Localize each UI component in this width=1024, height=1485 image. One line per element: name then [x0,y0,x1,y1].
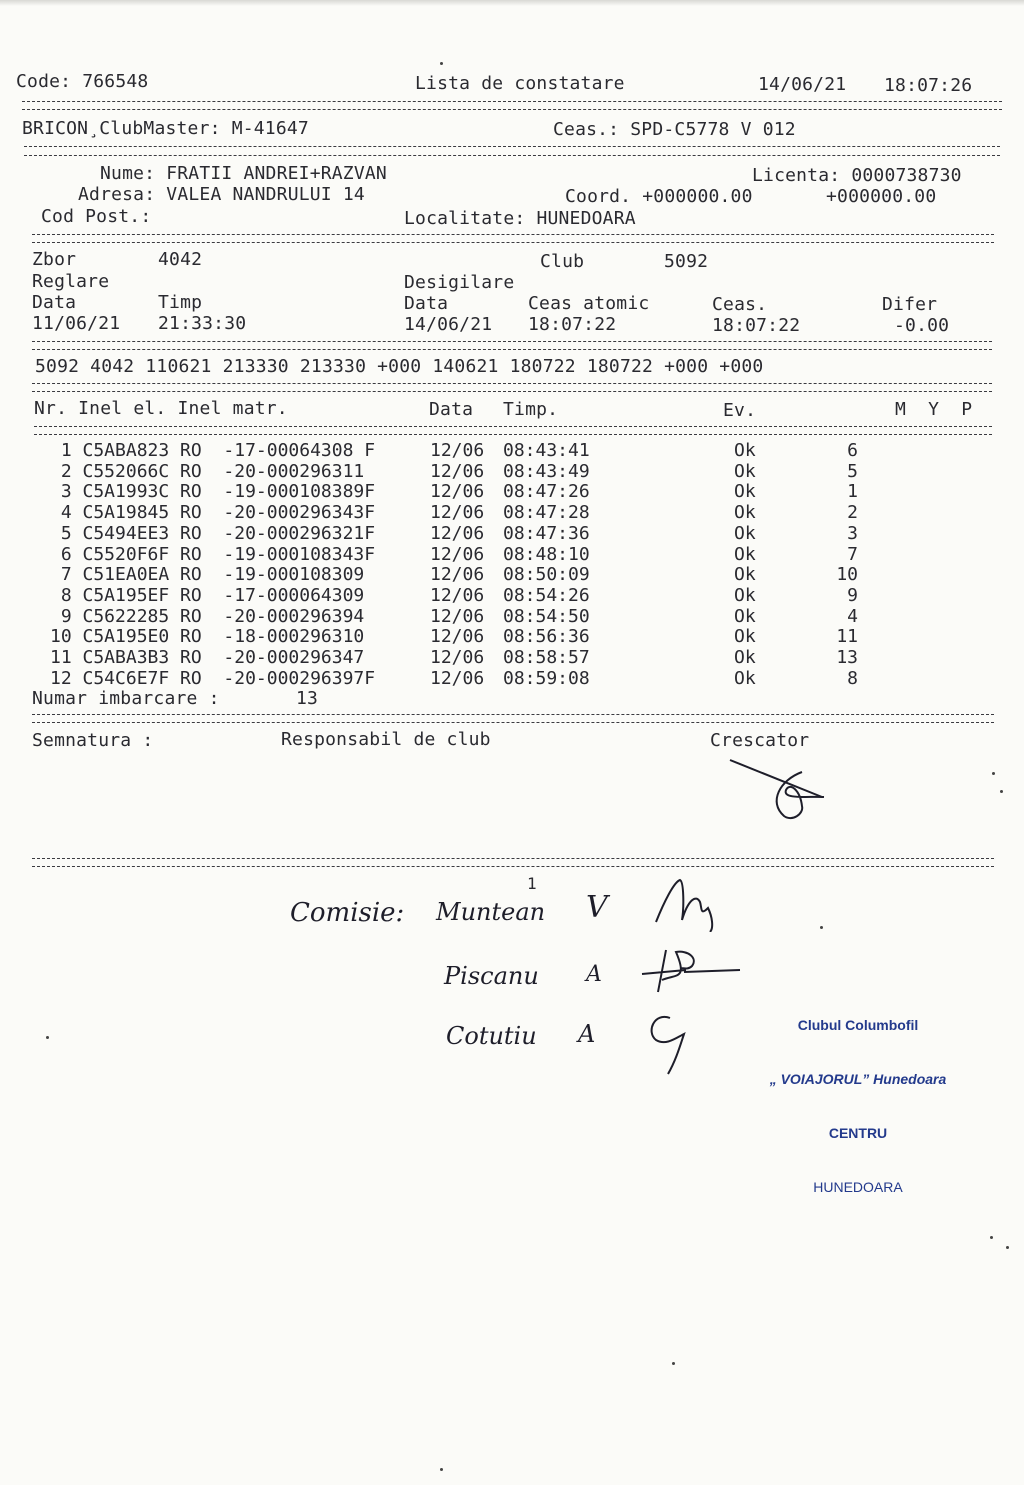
row-position: 10 [836,564,858,586]
row-status: Ok [734,543,756,565]
club-label: Club [540,251,585,272]
setting-time: 21:33:30 [158,313,247,334]
row-date: 12/06 [430,647,485,668]
row-rings: 5 C5494EE3 RO -20-000296321F [50,522,376,544]
row-status: Ok [734,647,756,668]
row-status: Ok [734,522,756,544]
commission-signature-1 [648,872,728,932]
row-rings: 11 C5ABA3B3 RO -20-000296347 [50,647,376,668]
stamp-line-4: HUNEDOARA [813,1179,903,1195]
divider [34,426,992,427]
breeder-label: Crescator [710,730,810,751]
paper-speck [46,1036,49,1039]
flight-label: Zbor [32,249,77,270]
row-date: 12/06 [430,605,485,627]
row-position: 7 [847,543,858,565]
row-time: 08:58:57 [503,647,590,668]
paper-speck [440,62,443,65]
header-time: 18:07:26 [884,75,973,96]
row-date: 12/06 [430,626,485,648]
row-time: 08:47:26 [503,481,590,503]
divider [32,858,994,859]
row-date: 12/06 [430,667,485,689]
row-time: 08:54:50 [503,605,590,627]
document-code: Code: 766548 [16,71,149,92]
row-position: 8 [847,667,858,689]
commission-signature-2 [636,940,746,1000]
commission-mark-2: A [586,962,602,987]
paper-edge [0,0,1024,6]
stamp-line-2: „ VOIAJORUL” Hunedoara [769,1071,947,1087]
boarding-count-label: Numar imbarcare : [32,688,220,709]
divider [32,722,994,723]
table-header-date: Data [429,399,474,420]
row-time: 08:43:49 [503,460,590,482]
owner-coordinates: Coord. +000000.00 [565,186,753,207]
row-date: 12/06 [430,440,485,461]
row-time: 08:47:28 [503,502,590,524]
row-rings: 4 C5A19845 RO -20-000296343F [50,502,376,524]
paper-speck [672,1362,675,1365]
row-rings: 8 C5A195EF RO -17-000064309 [50,584,376,606]
row-status: Ok [734,584,756,606]
row-time: 08:50:09 [503,564,590,586]
commission-mark-3: A [578,1020,596,1048]
row-status: Ok [734,626,756,648]
row-status: Ok [734,460,756,482]
row-status: Ok [734,481,756,503]
row-date: 12/06 [430,543,485,565]
paper-speck [820,926,823,929]
row-rings: 1 C5ABA823 RO -17-00064308 F [50,440,376,461]
atomic-clock-time: 18:07:22 [528,314,617,335]
row-date: 12/06 [430,460,485,482]
clock-time: 18:07:22 [712,315,801,336]
row-position: 13 [836,647,858,668]
commission-member-3: Cotutiu [446,1022,537,1050]
table-row [0,648,1024,669]
divider [32,383,992,384]
row-status: Ok [734,564,756,586]
document-title: Lista de constatare [415,73,625,94]
row-position: 2 [847,502,858,524]
unsealing-date: 14/06/21 [404,314,493,335]
commission-mark-1: V [586,890,608,925]
paper-speck [1000,790,1003,793]
row-date: 12/06 [430,502,485,524]
row-position: 5 [847,460,858,482]
divider [32,714,994,715]
table-row [0,462,1024,483]
row-position: 11 [836,626,858,648]
paper-speck [992,772,995,775]
unsealing-label: Desigilare [404,272,515,293]
row-time: 08:59:08 [503,667,590,689]
flight-number: 4042 [158,249,203,270]
signature-label: Semnatura : [32,730,154,751]
row-position: 1 [847,481,858,503]
stamp-line-1: Clubul Columbofil [797,1017,919,1033]
clubmaster-id: BRICON¸ClubMaster: M-41647 [22,118,309,139]
divider [34,434,992,435]
difference-label: Difer [882,294,938,315]
row-position: 4 [847,605,858,627]
row-rings: 10 C5A195E0 RO -18-000296310 [50,626,376,648]
table-row [0,627,1024,648]
row-status: Ok [734,605,756,627]
row-time: 08:54:26 [503,584,590,606]
divider [22,101,1002,102]
row-rings: 7 C51EA0EA RO -19-000108309 [50,564,376,586]
row-position: 6 [847,440,858,461]
commission-member-1: Muntean [436,898,546,926]
stamp-line-3: CENTRU [828,1125,888,1141]
time-label: Timp [158,292,203,313]
time-difference: -0.00 [894,315,950,336]
table-row [0,607,1024,628]
owner-coordinates-2: +000000.00 [826,186,937,207]
row-rings: 12 C54C6E7F RO -20-000296397F [50,667,376,689]
commission-label: Comisie: [290,898,405,928]
row-date: 12/06 [430,481,485,503]
paper-speck [990,1236,993,1239]
row-date: 12/06 [430,522,485,544]
row-position: 3 [847,522,858,544]
row-status: Ok [734,667,756,689]
divider [32,349,992,350]
clock-id: Ceas.: SPD-C5778 V 012 [553,119,796,140]
boarding-count-value: 13 [296,688,319,709]
table-row [0,482,1024,503]
setting-date: 11/06/21 [32,313,121,334]
atomic-clock-label: Ceas atomic [528,293,650,314]
table-row [0,441,1024,462]
divider [32,242,994,243]
club-number: 5092 [664,251,709,272]
date-label: Data [32,292,77,313]
divider [32,866,994,867]
row-rings: 3 C5A1993C RO -19-000108389F [50,481,376,503]
commission-member-2: Piscanu [444,962,539,990]
row-status: Ok [734,502,756,524]
table-row [0,524,1024,545]
table-row [0,669,1024,690]
divider [32,391,992,392]
row-status: Ok [734,440,756,461]
row-time: 08:48:10 [503,543,590,565]
date-label-2: Data [404,293,449,314]
locality: Localitate: HUNEDOARA [404,208,636,229]
row-time: 08:43:41 [503,440,590,461]
owner-address: Adresa: VALEA NANDRULUI 14 [78,184,365,205]
divider [24,155,1000,156]
header-date: 14/06/21 [758,74,847,95]
table-header-ev: Ev. [723,400,757,421]
row-date: 12/06 [430,584,485,606]
table-row [0,545,1024,566]
row-time: 08:47:36 [503,522,590,544]
table-header-rings: Nr. Inel el. Inel matr. [34,398,288,419]
club-stamp [740,980,976,1214]
table-header-time: Timp. [503,399,559,420]
divider [32,341,992,342]
clock-label: Ceas. [712,294,768,315]
club-responsible-label: Responsabil de club [281,729,491,750]
paper-speck [440,1468,443,1471]
summary-line: 5092 4042 110621 213330 213330 +000 140621 180722 180722 +000 +000 [35,356,764,377]
row-time: 08:56:36 [503,626,590,648]
paper-speck [1006,1246,1009,1249]
setting-label: Reglare [32,271,110,292]
row-rings: 9 C5622285 RO -20-000296394 [50,605,376,627]
table-header-myp: M Y P [895,399,973,420]
divider [22,109,1002,110]
row-rings: 6 C5520F6F RO -19-000108343F [50,543,376,565]
page-number: 1 [527,874,537,893]
row-position: 9 [847,584,858,606]
table-row [0,586,1024,607]
owner-name: Nume: FRATII ANDREI+RAZVAN [100,163,387,184]
row-date: 12/06 [430,564,485,586]
divider [24,146,1000,147]
divider [32,234,994,235]
table-row [0,503,1024,524]
table-row [0,565,1024,586]
commission-signature-3 [640,1000,700,1080]
postal-code-label: Cod Post.: [41,206,152,227]
row-rings: 2 C552066C RO -20-000296311 [50,460,376,482]
owner-license: Licenta: 0000738730 [752,165,962,186]
breeder-signature [720,750,840,830]
